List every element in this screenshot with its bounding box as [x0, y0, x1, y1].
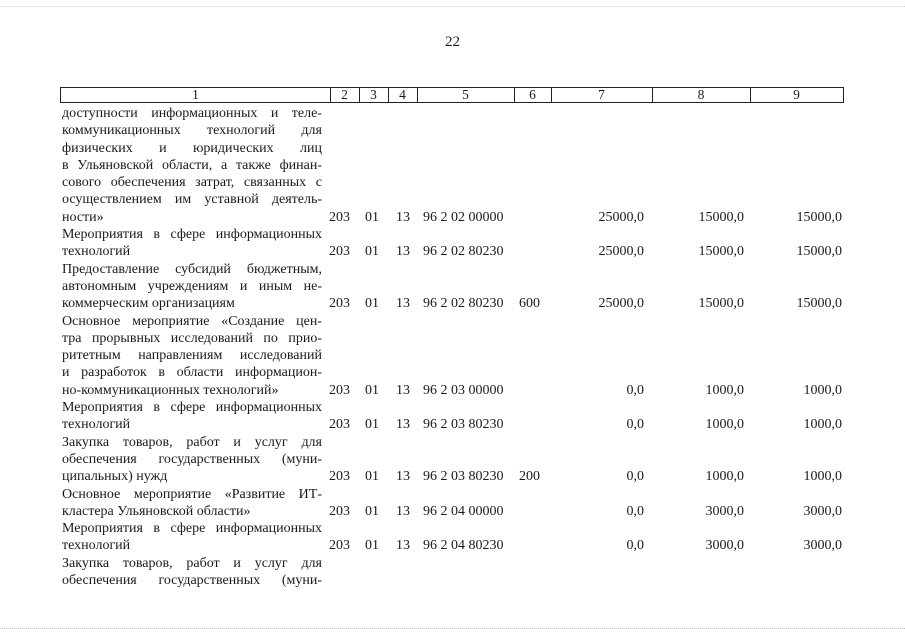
page-number: 22 — [445, 34, 460, 50]
cell-c3: 01 — [365, 503, 379, 519]
cell-c8: 15000,0 — [698, 209, 744, 225]
cell-c6: 200 — [519, 469, 540, 485]
table-row — [0, 520, 905, 555]
cell-c5: 96 2 03 80230 — [423, 417, 504, 433]
row-label-line: коммуникационных технологий для — [62, 123, 322, 139]
cell-c3: 01 — [365, 417, 379, 433]
header-col-9: 9 — [793, 87, 800, 102]
header-col-6: 6 — [529, 87, 536, 102]
cell-c7: 0,0 — [626, 417, 644, 433]
row-label-line: но-коммуникационных технологий» — [62, 382, 279, 398]
row-label-line: тра прорывных исследований по прио- — [62, 330, 322, 346]
cell-c5: 96 2 04 00000 — [423, 503, 504, 519]
cell-c4: 13 — [396, 382, 410, 398]
row-label-line: ритетным направлениям исследований — [62, 348, 322, 364]
cell-c7: 25000,0 — [598, 244, 644, 260]
cell-c2: 203 — [329, 382, 350, 398]
row-label — [62, 226, 322, 261]
row-label-line: коммерческим организациям — [62, 296, 235, 312]
row-label-line: и разработок в области информацион- — [62, 365, 322, 381]
cell-c3: 01 — [365, 209, 379, 225]
row-label — [62, 399, 322, 434]
row-label — [62, 555, 322, 590]
table-row — [0, 486, 905, 521]
row-label — [62, 313, 322, 399]
table-row — [0, 313, 905, 400]
cell-c9: 1000,0 — [803, 469, 842, 485]
row-label-line: Мероприятия в сфере информационных — [62, 521, 322, 537]
row-label-line: сового обеспечения затрат, связанных с — [62, 175, 322, 191]
cell-c7: 25000,0 — [598, 296, 644, 312]
row-label-line: кластера Ульяновской области» — [62, 503, 251, 519]
row-label — [62, 261, 322, 313]
cell-c5: 96 2 02 80230 — [423, 244, 504, 260]
cell-c8: 3000,0 — [705, 503, 744, 519]
row-label — [62, 434, 322, 486]
row-label-line: технологий — [62, 417, 131, 433]
row-label-line: Мероприятия в сфере информационных — [62, 400, 322, 416]
column-number-header — [60, 87, 844, 103]
cell-c4: 13 — [396, 296, 410, 312]
header-col-3: 3 — [370, 87, 377, 102]
cell-c2: 203 — [329, 503, 350, 519]
cell-c7: 25000,0 — [598, 209, 644, 225]
cell-c8: 15000,0 — [698, 244, 744, 260]
row-label-line: ципальных) нужд — [62, 469, 168, 485]
cell-c9: 3000,0 — [803, 538, 842, 554]
row-label-line: Предоставление субсидий бюджетным, — [62, 261, 322, 277]
cell-c9: 3000,0 — [803, 503, 842, 519]
row-label-line: осуществлением им уставной деятель- — [62, 192, 322, 208]
row-label-line: физических и юридических лиц — [62, 140, 322, 156]
cell-c4: 13 — [396, 538, 410, 554]
cell-c2: 203 — [329, 469, 350, 485]
cell-c4: 13 — [396, 469, 410, 485]
cell-c3: 01 — [365, 382, 379, 398]
cell-c2: 203 — [329, 417, 350, 433]
cell-c2: 203 — [329, 209, 350, 225]
cell-c4: 13 — [396, 244, 410, 260]
row-label — [62, 105, 322, 226]
cell-c9: 15000,0 — [796, 296, 842, 312]
cell-c8: 1000,0 — [705, 417, 744, 433]
cell-c4: 13 — [396, 503, 410, 519]
cell-c9: 1000,0 — [803, 382, 842, 398]
header-col-4: 4 — [399, 87, 406, 102]
row-label-line: технологий — [62, 244, 131, 260]
header-col-5: 5 — [462, 87, 469, 102]
row-label-line: Закупка товаров, работ и услуг для — [62, 555, 322, 571]
row-label-line: доступности информационных и теле- — [62, 106, 322, 121]
cell-c5: 96 2 02 00000 — [423, 209, 504, 225]
cell-c6: 600 — [519, 296, 540, 312]
cell-c5: 96 2 02 80230 — [423, 296, 504, 312]
header-col-8: 8 — [697, 87, 705, 102]
cell-c7: 0,0 — [626, 469, 644, 485]
row-label-line: Закупка товаров, работ и услуг для — [62, 434, 322, 450]
row-label-line: Основное мероприятие «Создание цен- — [62, 313, 322, 329]
row-label-line: обеспечения государственных (муни- — [62, 573, 322, 589]
cell-c9: 15000,0 — [796, 209, 842, 225]
row-label-line: Мероприятия в сфере информационных — [62, 227, 322, 243]
table-row — [0, 434, 905, 486]
cell-c8: 1000,0 — [705, 469, 744, 485]
row-label-line: Основное мероприятие «Развитие ИТ- — [62, 486, 322, 502]
table-row — [0, 261, 905, 313]
table-row — [0, 555, 905, 590]
cell-c7: 0,0 — [626, 382, 644, 398]
cell-c5: 96 2 04 80230 — [423, 538, 504, 554]
cell-c7: 0,0 — [626, 503, 644, 519]
cell-c2: 203 — [329, 244, 350, 260]
cell-c3: 01 — [365, 538, 379, 554]
cell-c7: 0,0 — [626, 538, 644, 554]
cell-c3: 01 — [365, 469, 379, 485]
header-col-7: 7 — [598, 87, 605, 102]
cell-c8: 15000,0 — [698, 296, 744, 312]
cell-c4: 13 — [396, 417, 410, 433]
row-label-line: автономным учреждениям и иным не- — [62, 278, 322, 294]
scan-artifact-top — [0, 6, 905, 10]
cell-c2: 203 — [329, 296, 350, 312]
scan-artifact-bottom — [0, 628, 905, 632]
table-row — [0, 226, 905, 261]
cell-c3: 01 — [365, 244, 379, 260]
cell-c4: 13 — [396, 209, 410, 225]
cell-c2: 203 — [329, 538, 350, 554]
header-col-2: 2 — [341, 87, 348, 102]
table-row — [0, 105, 905, 226]
cell-c5: 96 2 03 00000 — [423, 382, 504, 398]
table-row — [0, 399, 905, 434]
cell-c8: 3000,0 — [705, 538, 744, 554]
row-label — [62, 486, 322, 521]
cell-c5: 96 2 03 80230 — [423, 469, 504, 485]
cell-c8: 1000,0 — [705, 382, 744, 398]
row-label-line: в Ульяновской области, а также финан- — [62, 157, 322, 173]
row-label-line: ности» — [62, 209, 104, 225]
header-col-1: 1 — [192, 87, 199, 102]
row-label-line: обеспечения государственных (муни- — [62, 451, 322, 467]
row-label — [62, 520, 322, 555]
cell-c9: 15000,0 — [796, 244, 842, 260]
row-label-line: технологий — [62, 538, 131, 554]
cell-c3: 01 — [365, 296, 379, 312]
cell-c9: 1000,0 — [803, 417, 842, 433]
